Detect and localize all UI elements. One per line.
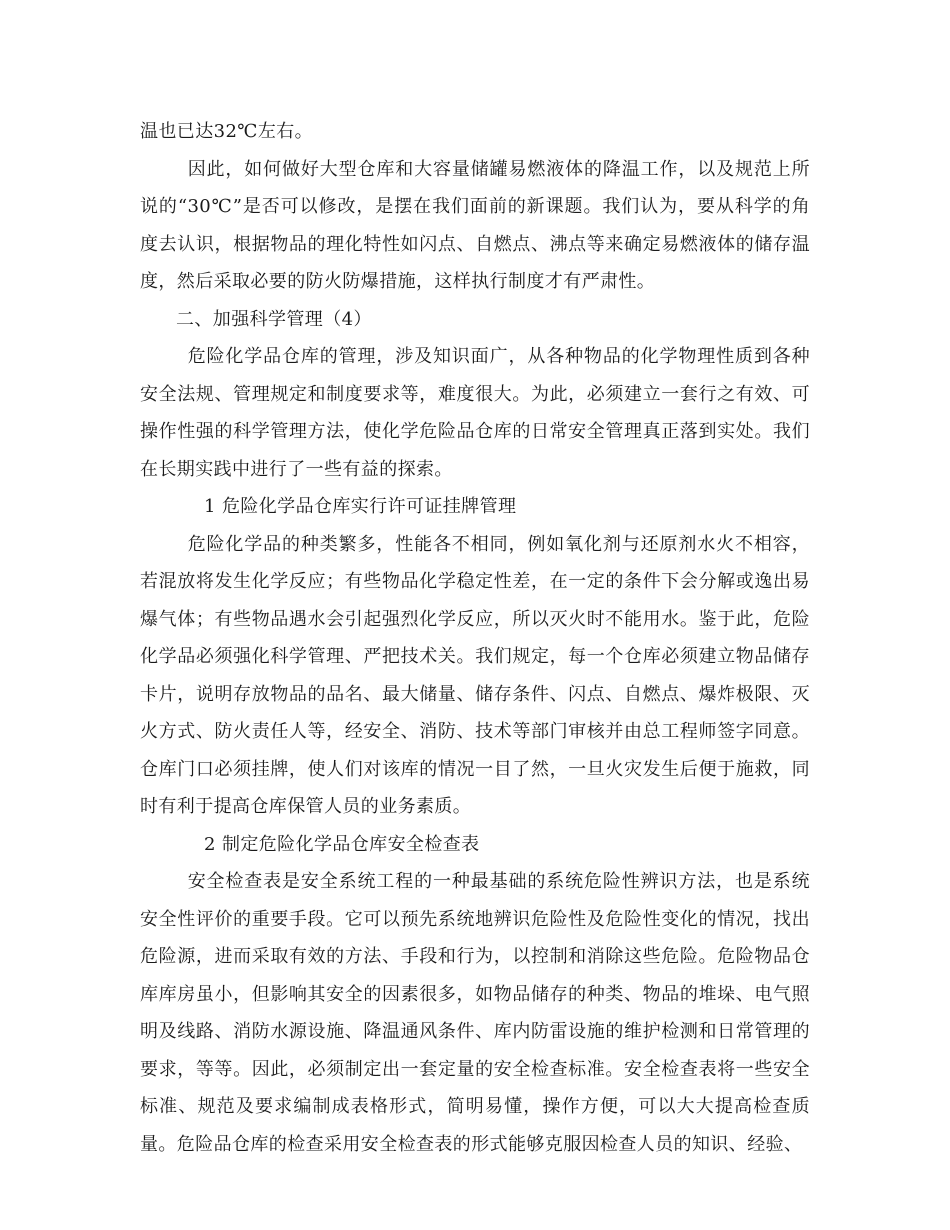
- paragraph-license-management: 危险化学品的种类繁多，性能各不相同，例如氧化剂与还原剂水火不相容，若混放将发生化学反应；有些物品化学稳定性差，在一定的条件下会分解或逸出易爆气体；有些物品遇水会引起强烈化学反应，所以灭火时不能用水。鉴于此，危险化学品必须强化科学管理、严把技术关。我们规定，每一个仓库必须建立物品储存卡片，说明存放物品的品名、最大储量、储存条件、闪点、自燃点、爆炸极限、灭火方式、防火责任人等，经安全、消防、技术等部门审核并由总工程师签字同意。仓库门口必须挂牌，使人们对该库的情况一目了然，一旦火灾发生后便于施救，同时有利于提高仓库保管人员的业务素质。: [140, 533, 810, 817]
- paragraph-continuation: 温也已达32℃左右。: [140, 121, 314, 142]
- subsection-heading-2: 2 制定危险化学品仓库安全检查表: [204, 833, 480, 855]
- paragraph-management-intro: 危险化学品仓库的管理，涉及知识面广，从各种物品的化学物理性质到各种安全法规、管理规定和制度要求等，难度很大。为此，必须建立一套行之有效、可操作性强的科学管理方法，使化学危险品仓库的日常安全管理真正落到实处。我们在长期实践中进行了一些有益的探索。: [140, 346, 810, 480]
- section-heading-2: 二、加强科学管理（4）: [176, 308, 372, 330]
- subsection-heading-1: 1 危险化学品仓库实行许可证挂牌管理: [204, 496, 517, 517]
- paragraph-cooling-topic: 因此，如何做好大型仓库和大容量储罐易燃液体的降温工作，以及规范上所说的“30℃”是否可以修改，是摆在我们面前的新课题。我们认为，要从科学的角度去认识，根据物品的理化特性如闪点、自燃点、沸点等来确定易燃液体的储存温度，然后采取必要的防火防爆措施，这样执行制度才有严肃性。: [140, 158, 810, 292]
- paragraph-checklist: 安全检查表是安全系统工程的一种最基础的系统危险性辨识方法，也是系统安全性评价的重要手段。它可以预先系统地辨识危险性及危险性变化的情况，找出危险源，进而采取有效的方法、手段和行为，以控制和消除这些危险。危险物品仓库库房虽小，但影响其安全的因素很多，如物品储存的种类、物品的堆垛、电气照明及线路、消防水源设施、降温通风条件、库内防雷设施的维护检测和日常管理的要求，等等。因此，必须制定出一套定量的安全检查标准。安全检查表将一些安全标准、规范及要求编制成表格形式，简明易懂，操作方便，可以大大提高检查质量。危险品仓库的检查采用安全检查表的形式能够克服因检查人员的知识、经验、: [140, 871, 810, 1155]
